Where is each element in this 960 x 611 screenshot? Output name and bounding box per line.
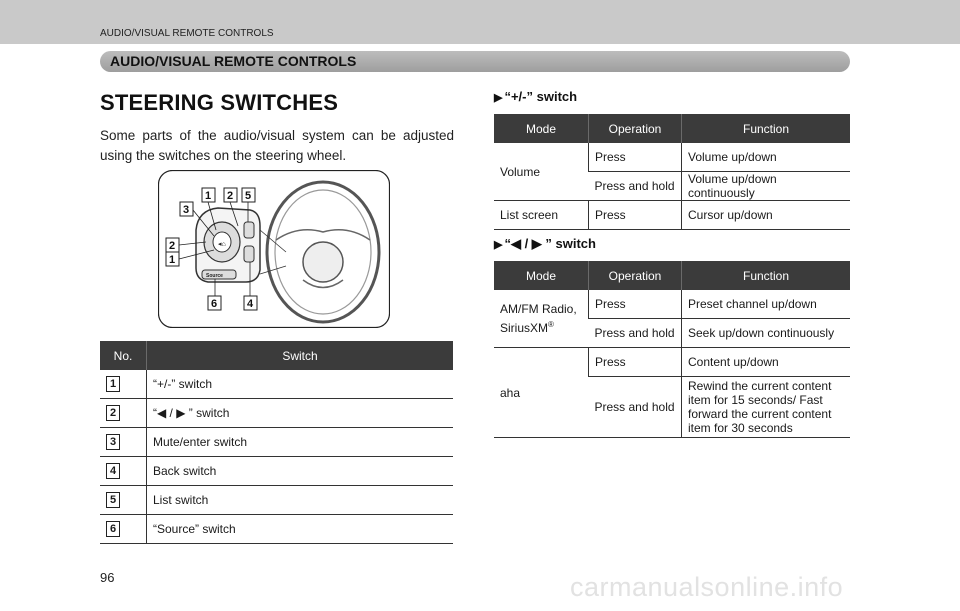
col-mode: Mode [494,261,589,290]
top-bar [0,0,960,44]
col-function: Function [682,114,851,143]
running-head: AUDIO/VISUAL REMOTE CONTROLS [100,28,274,39]
operation: Press [589,348,682,377]
table-row [494,201,850,230]
operation: Press [589,290,682,319]
row-label: “+/-” switch [147,370,454,399]
mode-aha: aha [494,348,589,438]
play-triangle-icon: ▶ [494,92,503,104]
callout-3: 3 [183,204,190,216]
callout-4: 4 [247,298,254,310]
svg-text:◂⌂: ◂⌂ [218,241,226,248]
col-switch: Switch [147,341,454,370]
operation: Press and hold [589,319,682,348]
function: Volume up/down [682,143,851,172]
col-no: No. [100,341,147,370]
table-row [494,290,850,319]
table-row [494,348,850,377]
mode-list-screen: List screen [494,201,589,230]
row-number: 4 [106,463,120,479]
switch-table [100,341,453,544]
function: Volume up/down continuously [682,172,851,201]
table-row [100,399,453,428]
plus-minus-table [494,114,850,230]
callout-5-top: 5 [245,190,252,202]
steering-wheel-diagram [158,170,390,328]
row-label: “◀ / ▶ ” switch [147,399,454,428]
watermark: carmanualsonline.info [570,572,844,602]
table-row [100,428,453,457]
mode-am-fm-label: AM/FM Radio, SiriusXM [500,301,577,335]
function: Seek up/down continuously [682,319,851,348]
row-number: 6 [106,521,120,537]
table-row [494,143,850,172]
mode-am-fm [494,290,589,348]
col-mode: Mode [494,114,589,143]
col-function: Function [682,261,851,290]
source-label: Source [206,273,223,279]
intro-text: Some parts of the audio/visual system can be adjusted using the switches on the steering wheel. [100,128,454,163]
play-triangle-icon: ▶ [494,239,503,251]
callout-6: 6 [211,298,218,310]
table-row [100,486,453,515]
operation: Press and hold [589,377,682,438]
function: Content up/down [682,348,851,377]
plus-minus-title: “+/-” switch [504,89,578,104]
operation: Press [589,201,682,230]
row-number: 1 [106,376,120,392]
col-operation: Operation [589,261,682,290]
registered-mark: ® [548,319,554,329]
callout-2-top: 2 [227,190,234,202]
function: Cursor up/down [682,201,851,230]
arrows-table [494,261,850,438]
section-banner [100,51,850,72]
callout-1-top: 1 [205,190,212,202]
callout-2-left: 2 [169,240,176,252]
arrows-title: “◀ / ▶ ” switch [504,236,596,251]
row-number: 5 [106,492,120,508]
mode-volume: Volume [494,143,589,201]
table-row [100,370,453,399]
operation: Press and hold [589,172,682,201]
callout-1-left: 1 [169,254,176,266]
col-operation: Operation [589,114,682,143]
page-number: 96 [100,570,115,585]
table-row [100,457,453,486]
plus-minus-heading [494,89,577,104]
row-label: “Source” switch [147,515,454,544]
operation: Press [589,143,682,172]
row-number: 3 [106,434,120,450]
function: Rewind the current content item for 15 seconds/ Fast forward the current content item for 30 seconds [682,377,851,438]
row-label: List switch [147,486,454,515]
function: Preset channel up/down [682,290,851,319]
page-title: STEERING SWITCHES [100,90,339,115]
table-row [100,515,453,544]
row-label: Back switch [147,457,454,486]
arrows-heading [494,236,596,252]
row-number: 2 [106,405,120,421]
section-banner-title: AUDIO/VISUAL REMOTE CONTROLS [110,53,357,69]
row-label: Mute/enter switch [147,428,454,457]
